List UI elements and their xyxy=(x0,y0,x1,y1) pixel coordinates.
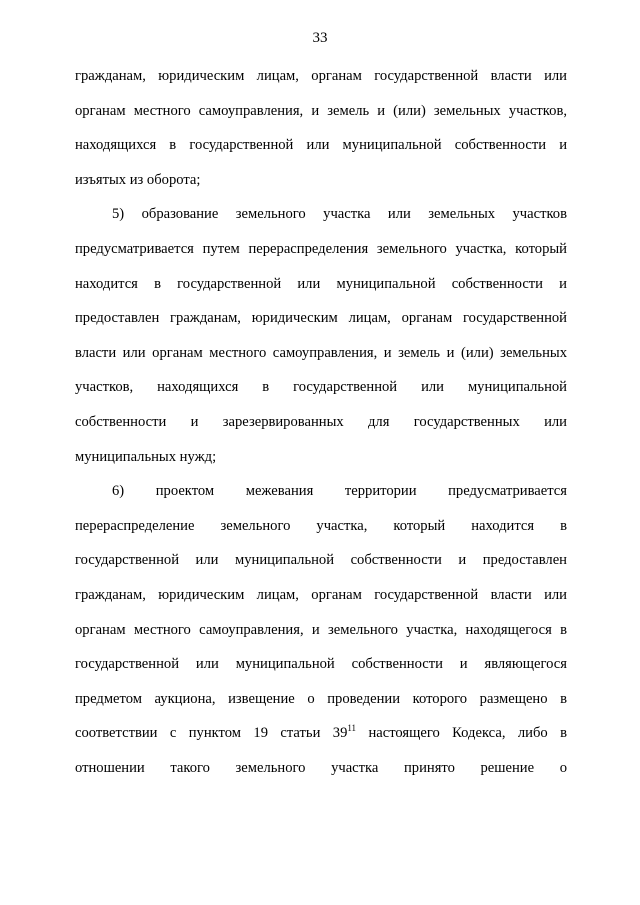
text-line: гражданам, юридическим лицам, органам государственной власти или xyxy=(75,68,567,84)
text-line: гражданам, юридическим лицам, органам государственной власти или xyxy=(75,586,567,603)
text-line: органам местного самоуправления, и земельного участка, находящегося в xyxy=(75,621,567,638)
text-line: находится в государственной или муниципальной собственности и xyxy=(75,275,567,292)
paragraph-6-start: 6) проектом межевания территории предусматривается xyxy=(112,483,567,500)
text-line: находящихся в государственной или муниципальной собственности и xyxy=(75,137,567,154)
page-number: 33 xyxy=(312,30,328,46)
text-line-with-superscript xyxy=(75,716,567,751)
text-line: участков, находящихся в государственной или муниципальной xyxy=(75,379,567,396)
text-line: власти или органам местного самоуправления, и земель и (или) земельных xyxy=(75,344,567,361)
text-line: предусматривается путем перераспределения земельного участка, который xyxy=(75,240,567,257)
text-line: органам местного самоуправления, и земель и (или) земельных участков, xyxy=(75,102,567,119)
text-line: государственной или муниципальной собственности и являющегося xyxy=(75,656,567,673)
text-fragment: соответствии с пунктом 19 статьи 39 xyxy=(75,725,348,742)
superscript-11: 11 xyxy=(347,723,357,734)
text-line: собственности и зарезервированных для государственных или xyxy=(75,413,567,430)
text-fragment: настоящего Кодекса, либо в xyxy=(356,725,567,742)
text-line: муниципальных нужд; xyxy=(75,448,217,465)
text-line: предоставлен гражданам, юридическим лицам, органам государственной xyxy=(75,310,567,327)
text-line: изъятых из оборота; xyxy=(75,171,201,188)
text-line: отношении такого земельного участка принято решение о xyxy=(75,759,567,776)
paragraph-5-start: 5) образование земельного участка или земельных участков xyxy=(112,206,567,223)
text-line: государственной или муниципальной собственности и предоставлен xyxy=(75,552,567,569)
text-line: перераспределение земельного участка, который находится в xyxy=(75,517,567,534)
text-line: предметом аукциона, извещение о проведении которого размещено в xyxy=(75,690,567,707)
document-body xyxy=(75,59,567,785)
